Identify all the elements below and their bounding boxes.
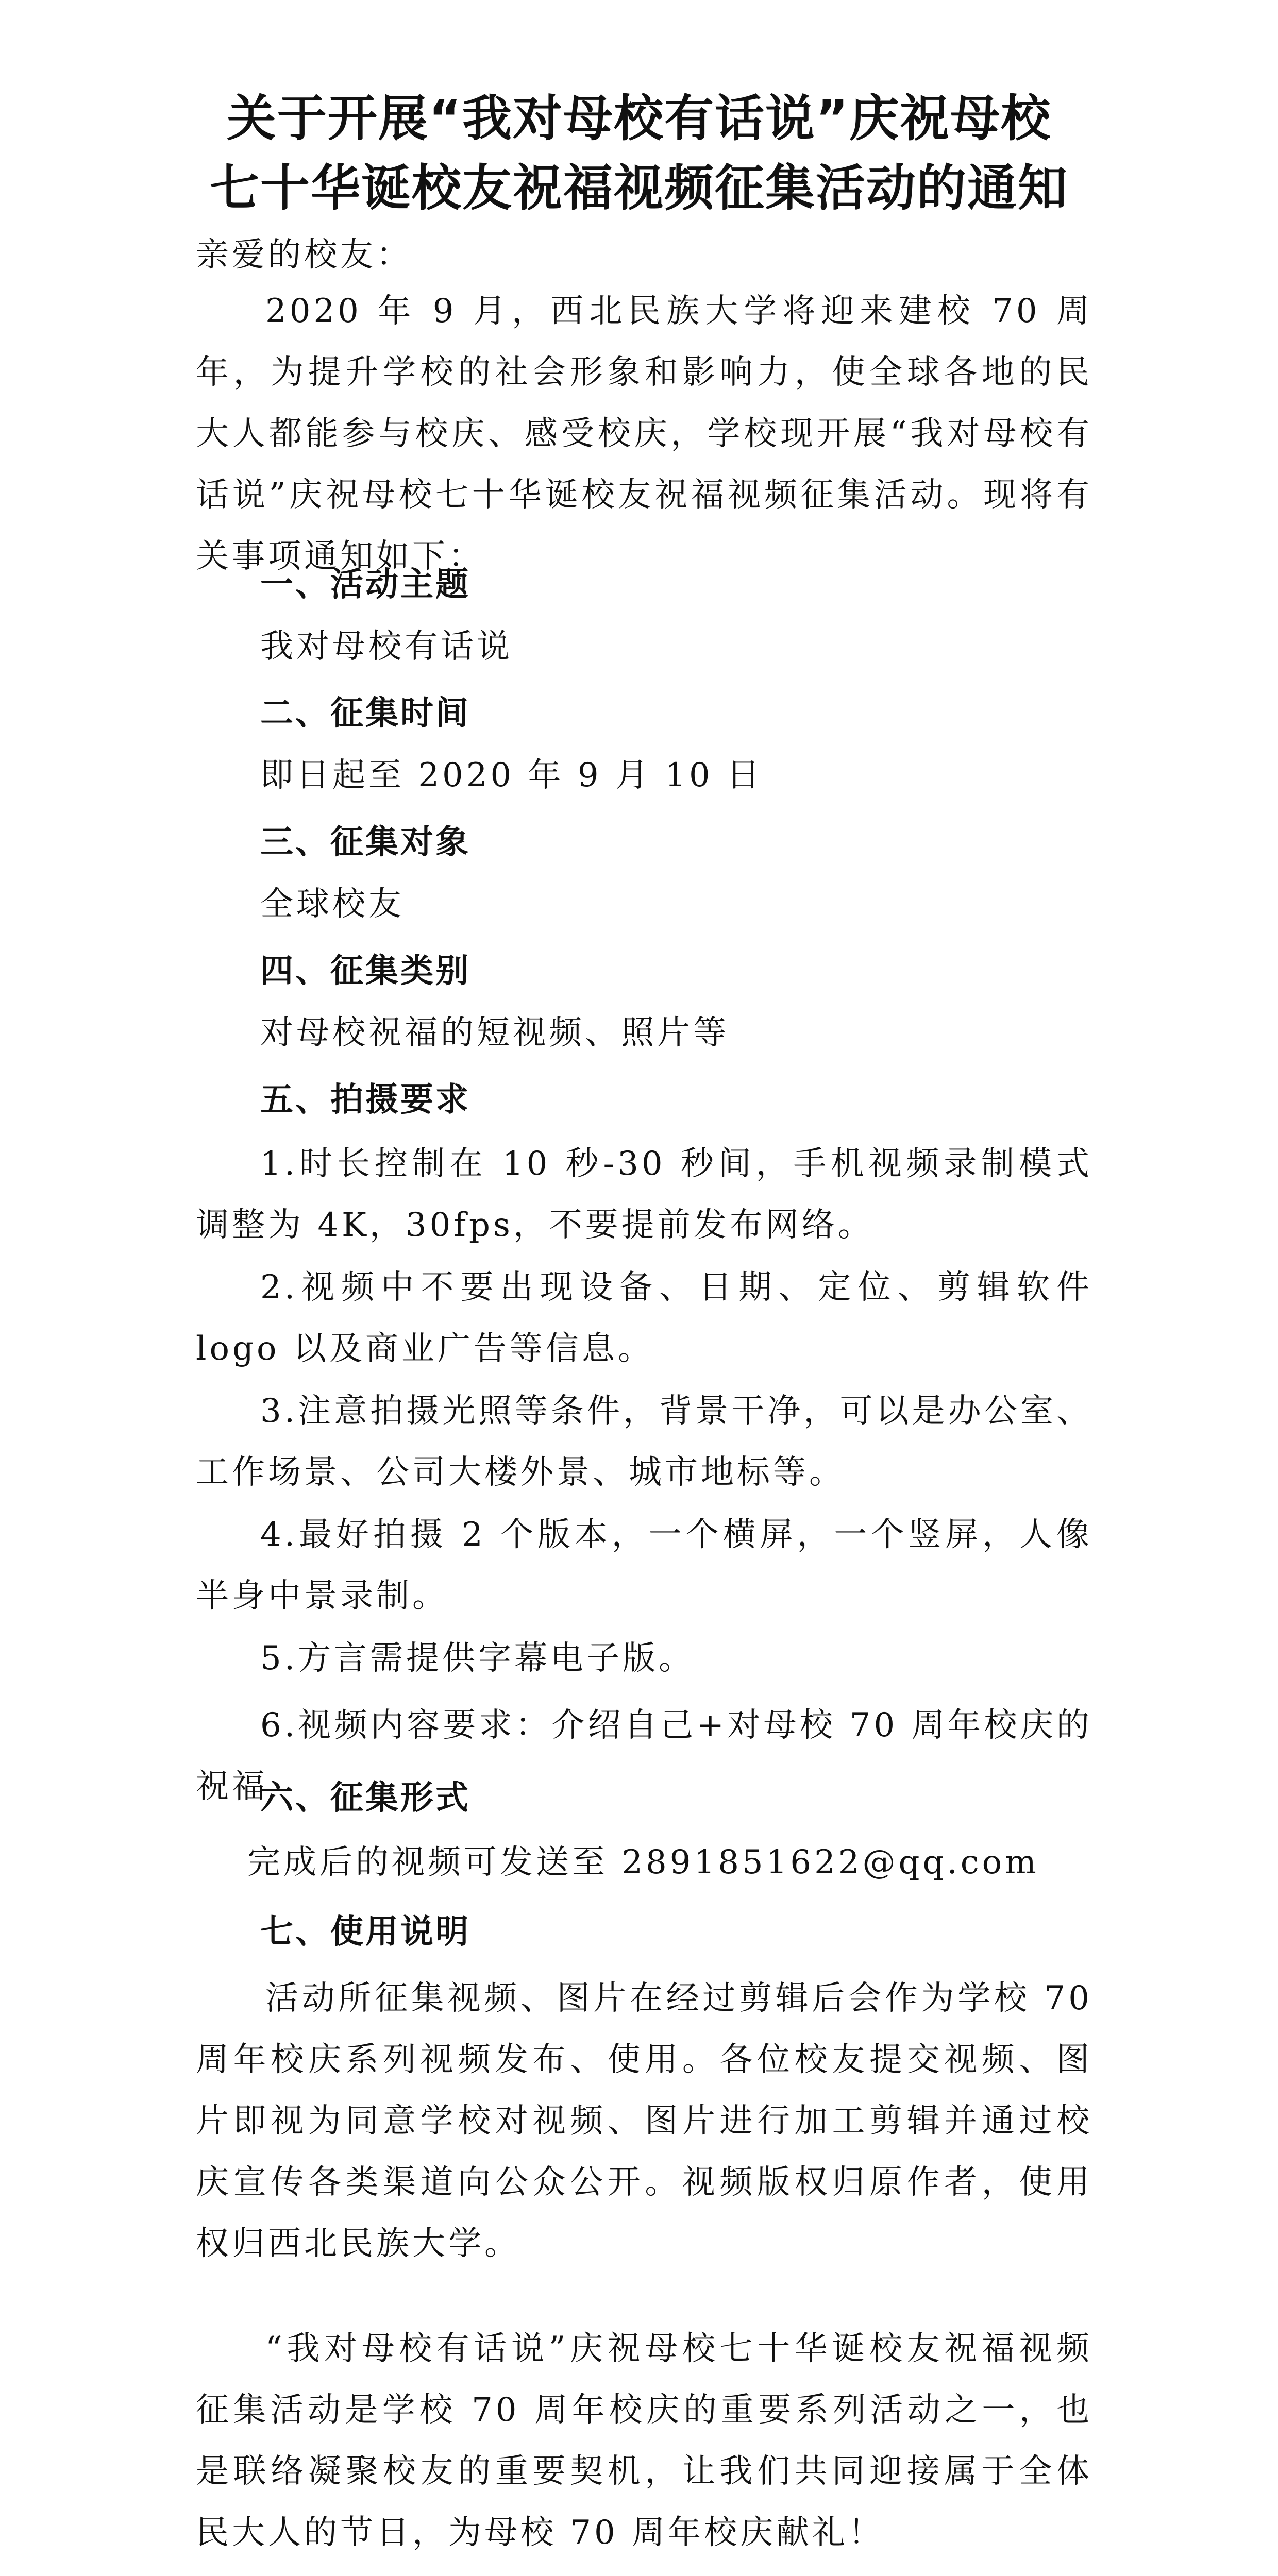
requirement-item: 5.方言需提供字幕电子版。 [260,1639,695,1677]
section-heading-theme: 一、活动主题 [260,566,470,604]
section-heading-category: 四、征集类别 [260,952,470,990]
section-content-theme: 我对母校有话说 [260,628,513,666]
requirement-item: 2.视频中不要出现设备、日期、定位、剪辑软件 logo 以及商业广告等信息。 [196,1268,1092,1368]
requirement-item: 4.最好拍摄 2 个版本，一个横屏，一个竖屏，人像半身中景录制。 [196,1516,1092,1615]
section-heading-time: 二、征集时间 [260,694,470,733]
requirement-item: 3.注意拍摄光照等条件，背景干净，可以是办公室、工作场景、公司大楼外景、城市地标等。 [196,1392,1092,1492]
section-heading-requirements: 五、拍摄要求 [260,1081,470,1119]
requirement-item: 6.视频内容要求：介绍自己+对母校 70 周年校庆的祝福 [196,1706,1092,1806]
salutation: 亲爱的校友： [196,236,412,274]
section-content-form: 完成后的视频可发送至 2891851622@qq.com [247,1843,1039,1882]
section-heading-target: 三、征集对象 [260,823,470,861]
section-heading-usage: 七、使用说明 [260,1913,470,1951]
requirement-item: 1.时长控制在 10 秒-30 秒间，手机视频录制模式调整为 4K，30fps，不要提前发布网络。 [196,1145,1092,1244]
usage-paragraph: 活动所征集视频、图片在经过剪辑后会作为学校 70 周年校庆系列视频发布、使用。各位校友提交视频、图片即视为同意学校对视频、图片进行加工剪辑并通过校庆宣传各类渠道向公众公开。视频版权归原作者，使用权归西北民族大学。 [196,1979,1092,2263]
title-line-1: 关于开展“我对母校有话说”庆祝母校 [226,90,1052,147]
section-heading-form: 六、征集形式 [260,1779,470,1817]
section-content-time: 即日起至 2020 年 9 月 10 日 [260,756,763,794]
closing-paragraph: “我对母校有话说”庆祝母校七十华诞校友祝福视频征集活动是学校 70 周年校庆的重要系列活动之一，也是联络凝聚校友的重要契机，让我们共同迎接属于全体民大人的节日，为母校 70 周年校庆献礼！ [196,2330,1092,2552]
title-line-2: 七十华诞校友祝福视频征集活动的通知 [210,159,1068,217]
section-content-target: 全球校友 [260,885,405,923]
intro-paragraph: 2020 年 9 月，西北民族大学将迎来建校 70 周年，为提升学校的社会形象和影响力，使全球各地的民大人都能参与校庆、感受校庆，学校现开展“我对母校有话说”庆祝母校七十华诞校友祝福视频征集活动。现将有关事项通知如下： [196,292,1092,575]
section-content-category: 对母校祝福的短视频、照片等 [260,1014,729,1052]
